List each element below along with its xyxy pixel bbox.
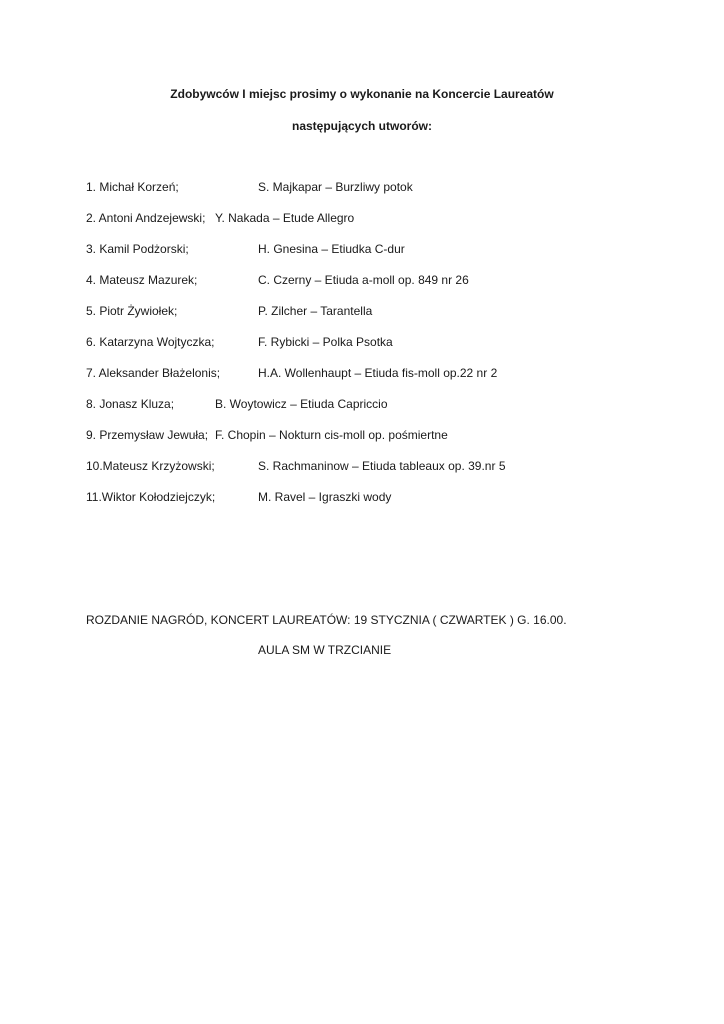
performer-name: 3. Kamil Podżorski; bbox=[86, 242, 189, 256]
performer-name: 10.Mateusz Krzyżowski; bbox=[86, 459, 215, 473]
list-item bbox=[86, 272, 686, 303]
performer-name: 7. Aleksander Błażelonis; bbox=[86, 366, 221, 380]
list-item bbox=[86, 489, 686, 520]
laureate-list bbox=[86, 179, 686, 520]
performer-name: 9. Przemysław Jewuła; bbox=[86, 428, 209, 442]
piece-title: C. Czerny – Etiuda a-moll op. 849 nr 26 bbox=[258, 273, 469, 287]
list-item bbox=[86, 427, 686, 458]
performer-name: 5. Piotr Żywiołek; bbox=[86, 304, 178, 318]
piece-title: S. Rachmaninow – Etiuda tableaux op. 39.nr 5 bbox=[258, 459, 506, 473]
piece-title: Y. Nakada – Etude Allegro bbox=[215, 211, 355, 225]
list-item bbox=[86, 334, 686, 365]
list-item bbox=[86, 396, 686, 427]
heading-line-1: Zdobywców I miejsc prosimy o wykonanie na Koncercie Laureatów bbox=[170, 87, 554, 101]
list-item bbox=[86, 241, 686, 272]
piece-title: F. Chopin – Nokturn cis-moll op. pośmiertne bbox=[215, 428, 448, 442]
venue-info: AULA SM W TRZCIANIE bbox=[258, 643, 392, 657]
performer-name: 1. Michał Korzeń; bbox=[86, 180, 179, 194]
piece-title: S. Majkapar – Burzliwy potok bbox=[258, 180, 413, 194]
list-item bbox=[86, 210, 686, 241]
piece-title: P. Zilcher – Tarantella bbox=[258, 304, 373, 318]
performer-name: 4. Mateusz Mazurek; bbox=[86, 273, 198, 287]
ceremony-info: ROZDANIE NAGRÓD, KONCERT LAUREATÓW: 19 STYCZNIA ( CZWARTEK ) G. 16.00. bbox=[86, 613, 567, 627]
piece-title: B. Woytowicz – Etiuda Capriccio bbox=[215, 397, 388, 411]
performer-name: 8. Jonasz Kluza; bbox=[86, 397, 175, 411]
piece-title: H. Gnesina – Etiudka C-dur bbox=[258, 242, 405, 256]
performer-name: 2. Antoni Andzejewski; bbox=[86, 211, 206, 225]
list-item bbox=[86, 365, 686, 396]
performer-name: 6. Katarzyna Wojtyczka; bbox=[86, 335, 215, 349]
piece-title: H.A. Wollenhaupt – Etiuda fis-moll op.22 nr 2 bbox=[258, 366, 498, 380]
heading-line-2: następujących utworów: bbox=[291, 119, 433, 133]
piece-title: M. Ravel – Igraszki wody bbox=[258, 490, 392, 504]
list-item bbox=[86, 303, 686, 334]
list-item bbox=[86, 179, 686, 210]
piece-title: F. Rybicki – Polka Psotka bbox=[258, 335, 393, 349]
list-item bbox=[86, 458, 686, 489]
performer-name: 11.Wiktor Kołodziejczyk; bbox=[86, 490, 216, 504]
